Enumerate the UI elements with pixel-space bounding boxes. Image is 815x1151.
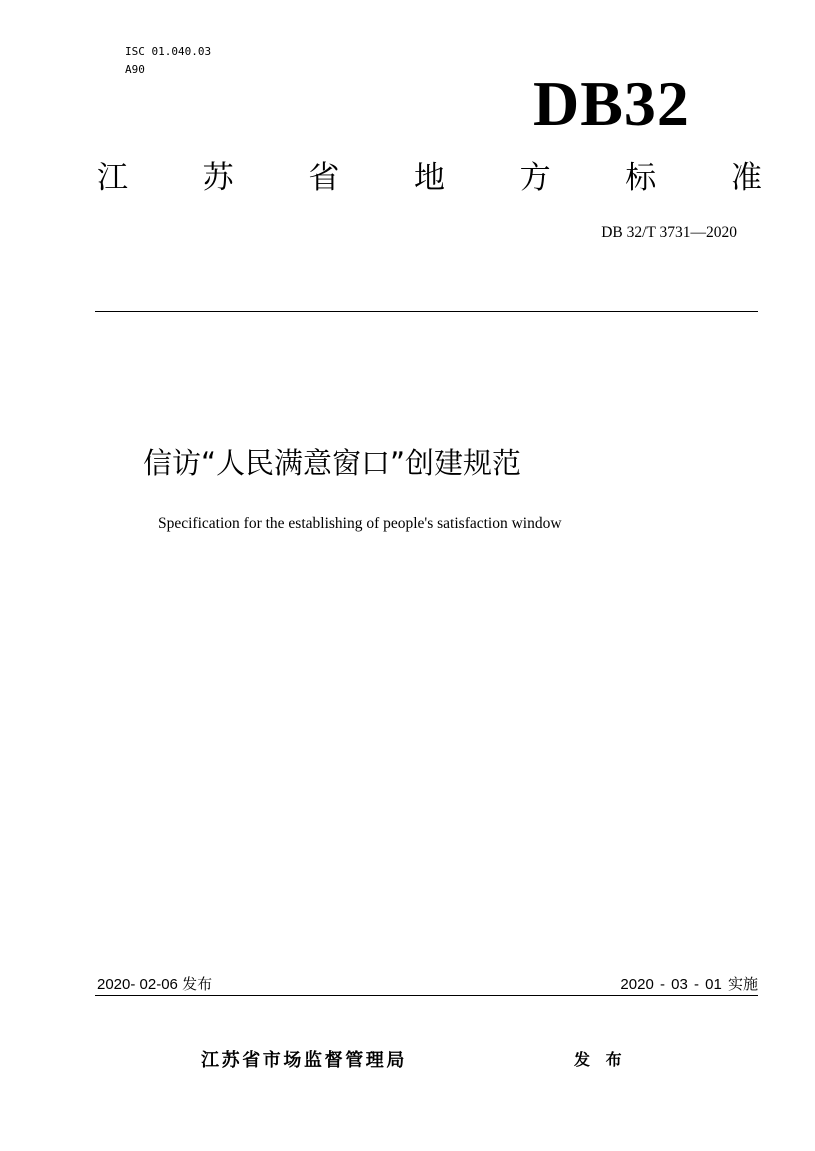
standard-type-char: 省 bbox=[308, 160, 340, 196]
document-title: 信访“人民满意窗口”创建规范 bbox=[143, 446, 522, 480]
issuing-authority: 江苏省市场监督管理局 bbox=[201, 1050, 407, 1071]
header-divider bbox=[95, 311, 758, 312]
document-title-english: Specification for the establishing of people's satisfaction window bbox=[158, 515, 562, 532]
implementation-date: 2020 - 03 - 01 实施 bbox=[620, 976, 758, 993]
ccs-code: A90 bbox=[125, 63, 145, 76]
standard-number: DB 32/T 3731—2020 bbox=[601, 224, 737, 241]
footer-divider bbox=[95, 995, 758, 996]
standard-type-char: 标 bbox=[625, 160, 657, 196]
ics-code: ISC 01.040.03 bbox=[125, 45, 212, 58]
standard-type-char: 江 bbox=[97, 160, 128, 196]
standard-type-char: 地 bbox=[413, 160, 445, 196]
standard-type-char: 方 bbox=[519, 160, 551, 196]
db-mark: DB32 bbox=[533, 68, 690, 139]
standard-type-char: 苏 bbox=[202, 160, 234, 196]
issue-action: 发 布 bbox=[574, 1050, 627, 1069]
standard-type-char: 准 bbox=[730, 160, 762, 196]
standard-type-title bbox=[97, 156, 762, 200]
issue-date: 2020- 02-06 发布 bbox=[97, 976, 213, 993]
